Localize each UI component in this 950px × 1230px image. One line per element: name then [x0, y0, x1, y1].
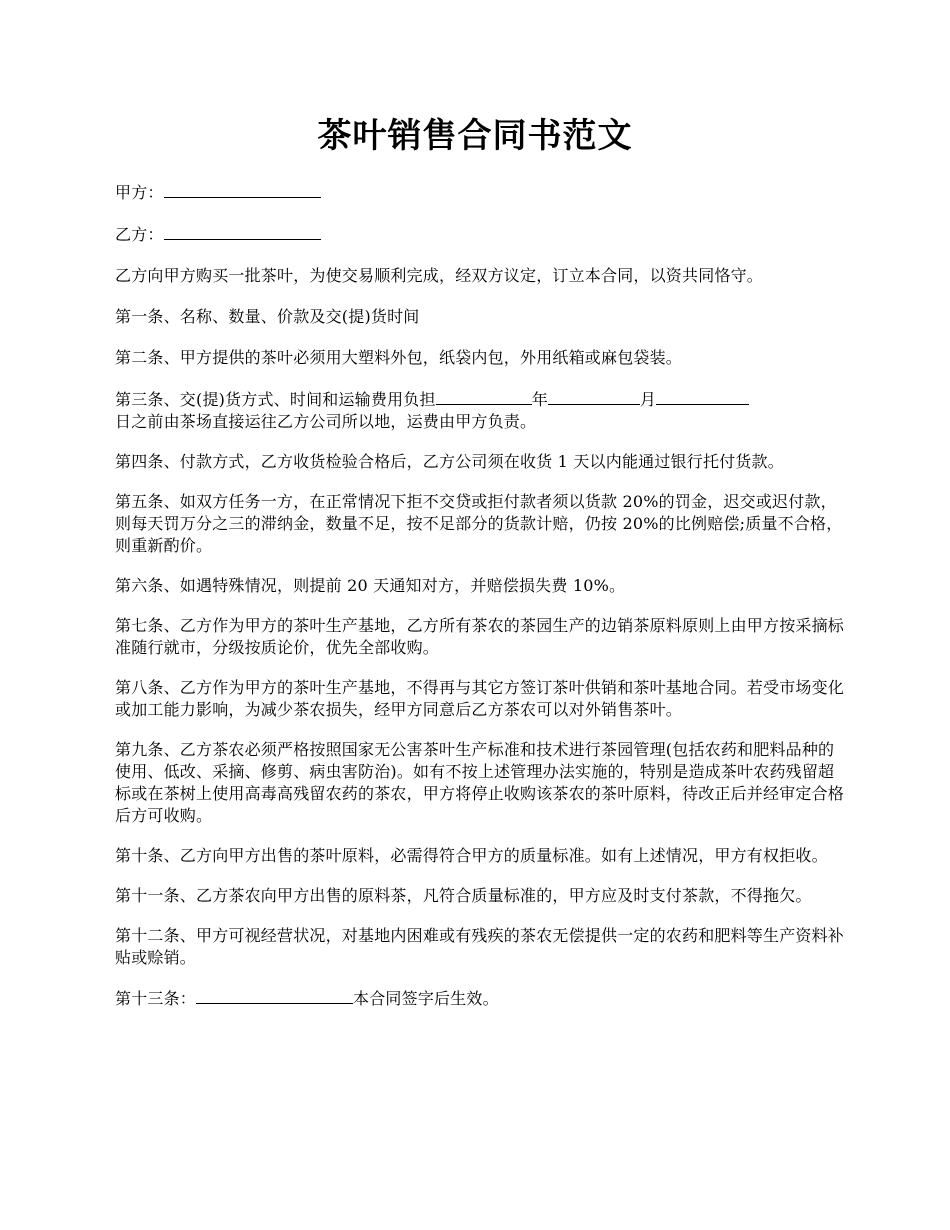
article-9: 第九条、乙方茶农必须严格按照国家无公害茶叶生产标准和技术进行茶园管理(包括农药和肥料品种的使用、低改、采摘、修剪、病虫害防治)。如有不按上述管理办法实施的，特别是造成茶叶农药残留超标或在茶树上使用高毒高残留农药的茶农，甲方将停止收购该茶农的茶叶原料，待改正后并经审定合格后方可收购。 — [115, 740, 845, 825]
article-4: 第四条、付款方式，乙方收货检验合格后，乙方公司须在收货 1 天以内能通过银行托付货款。 — [115, 452, 784, 471]
article-10: 第十条、乙方向甲方出售的茶叶原料，必需得符合甲方的质量标准。如有上述情况，甲方有权拒收。 — [115, 846, 828, 865]
article-12: 第十二条、甲方可视经营状况，对基地内困难或有残疾的茶农无偿提供一定的农药和肥料等生产资料补贴或赊销。 — [115, 926, 845, 967]
document-title: 茶叶销售合同书范文 — [317, 116, 633, 156]
party-b-label: 乙方： — [115, 225, 164, 244]
party-a-label: 甲方： — [115, 183, 164, 202]
intro-paragraph: 乙方向甲方购买一批茶叶，为使交易顺利完成，经双方议定，订立本合同，以资共同恪守。 — [115, 266, 764, 285]
party-a-blank — [164, 181, 321, 198]
article-13-prefix: 第十三条： — [115, 989, 197, 1008]
article-6: 第六条、如遇特殊情况，则提前 20 天通知对方，并赔偿损失费 10%。 — [115, 576, 626, 595]
article-3-blank-day — [656, 388, 749, 405]
article-1: 第一条、名称、数量、价款及交(提)货时间 — [115, 307, 420, 326]
article-7: 第七条、乙方作为甲方的茶叶生产基地，乙方所有茶农的茶园生产的边销茶原料原则上由甲方按采摘标准随行就市，分级按质论价，优先全部收购。 — [115, 616, 845, 657]
article-13 — [115, 987, 845, 1010]
article-8: 第八条、乙方作为甲方的茶叶生产基地，不得再与其它方签订茶叶供销和茶叶基地合同。若受市场变化或加工能力影响，为减少茶农损失，经甲方同意后乙方茶农可以对外销售茶叶。 — [115, 678, 845, 719]
article-13-suffix: 本合同签字后生效。 — [353, 989, 499, 1008]
article-3-month-label: 月 — [639, 390, 657, 409]
article-3-year-label: 年 — [531, 390, 548, 409]
article-2: 第二条、甲方提供的茶叶必须用大塑料外包，纸袋内包，外用纸箱或麻包袋装。 — [115, 348, 683, 367]
party-a-line — [115, 181, 845, 204]
article-3-blank-year — [436, 388, 532, 405]
document-body — [115, 181, 845, 1010]
article-3-suffix: 日之前由茶场直接运往乙方公司所以地，运费由甲方负责。 — [115, 412, 537, 431]
article-5: 第五条、如双方任务一方，在正常情况下拒不交贷或拒付款者须以货款 20%的罚金，迟交或迟付款，则每天罚万分之三的滞纳金，数量不足，按不足部分的货款计赔，仍按 20%的比例赔偿;质量不合格，则重新酌价。 — [115, 492, 843, 555]
article-3-blank-month — [548, 388, 640, 405]
article-3 — [115, 388, 845, 433]
article-13-blank — [196, 987, 353, 1004]
party-b-line — [115, 223, 845, 246]
party-b-blank — [164, 223, 321, 240]
article-3-prefix: 第三条、交(提)货方式、时间和运输费用负担 — [115, 390, 436, 409]
article-11: 第十一条、乙方茶农向甲方出售的原料茶，凡符合质量标准的，甲方应及时支付茶款，不得拖欠。 — [115, 886, 812, 905]
